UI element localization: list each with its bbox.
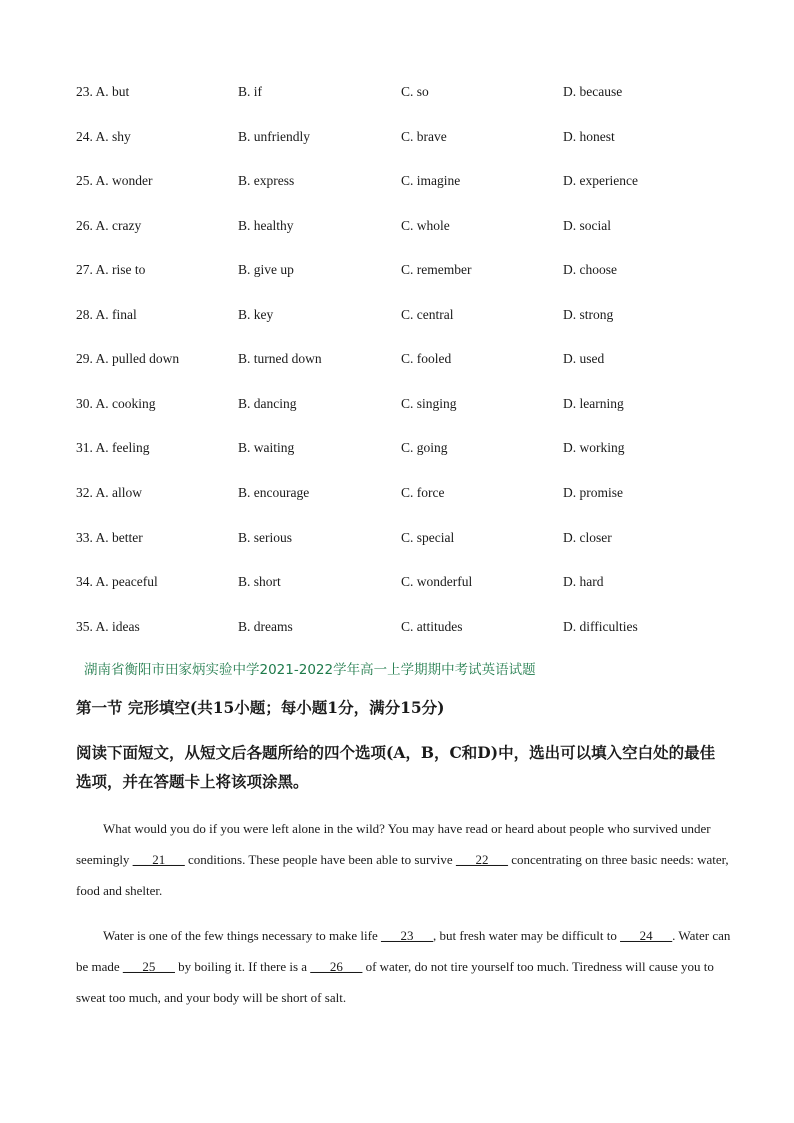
passage-text: , but fresh water may be difficult to [433, 928, 621, 943]
option-row-27 [0, 262, 794, 282]
option-row-23 [0, 84, 794, 104]
option-a [76, 173, 153, 189]
option-a [76, 218, 141, 234]
option-b: B. short [238, 574, 281, 589]
option-row-32 [0, 485, 794, 505]
option-b: B. key [238, 307, 274, 322]
option-a-text: A. better [95, 530, 143, 545]
blank-24: ___24___ [620, 928, 673, 943]
section-title: 第一节 完形填空(共15小题；每小题1分，满分15分) [76, 698, 445, 717]
blank-26: ___26___ [310, 959, 363, 974]
option-row-31 [0, 440, 794, 460]
passage-text: conditions. These people have been able to survive [184, 852, 456, 867]
option-a [76, 307, 137, 323]
option-c: C. fooled [401, 351, 452, 366]
option-a [76, 351, 179, 367]
option-a [76, 396, 156, 412]
option-d: D. choose [563, 262, 617, 277]
option-c: C. imagine [401, 173, 461, 188]
option-a-text: A. ideas [95, 619, 140, 634]
question-number: 35. [76, 619, 93, 634]
option-b: B. express [238, 173, 295, 188]
passage-text: . Water can be made [76, 928, 731, 974]
option-d: D. difficulties [563, 619, 638, 634]
option-c: C. brave [401, 129, 447, 144]
passage-text: of water, do not tire yourself too much. Tiredness will cause you to sweat too much, and your body will be short of salt. [76, 959, 714, 1005]
option-row-30 [0, 396, 794, 416]
option-d: D. working [563, 440, 625, 455]
question-number: 31. [76, 440, 93, 455]
option-row-34 [0, 574, 794, 594]
option-c: C. special [401, 530, 455, 545]
option-b: B. waiting [238, 440, 295, 455]
option-c: C. wonderful [401, 574, 473, 589]
question-number: 26. [76, 218, 93, 233]
question-number: 25. [76, 173, 93, 188]
option-a [76, 262, 145, 278]
passage-text: Water is one of the few things necessary to make life [103, 928, 381, 943]
option-c: C. central [401, 307, 454, 322]
option-b: B. dancing [238, 396, 297, 411]
option-d: D. honest [563, 129, 615, 144]
option-c: C. remember [401, 262, 472, 277]
blank-23: ___23___ [381, 928, 433, 943]
option-c: C. attitudes [401, 619, 463, 634]
option-a-text: A. pulled down [95, 351, 180, 366]
question-number: 29. [76, 351, 93, 366]
option-a-text: A. feeling [95, 440, 150, 455]
option-b: B. unfriendly [238, 129, 310, 144]
option-b: B. encourage [238, 485, 310, 500]
option-b: B. dreams [238, 619, 293, 634]
option-row-26 [0, 218, 794, 238]
option-c: C. so [401, 84, 429, 99]
option-a-text: A. shy [95, 129, 131, 144]
option-b: B. serious [238, 530, 292, 545]
option-d: D. experience [563, 173, 638, 188]
option-a-text: A. allow [95, 485, 143, 500]
option-d: D. promise [563, 485, 623, 500]
option-a [76, 574, 158, 590]
option-a-text: A. wonder [95, 173, 153, 188]
blank-21: ___21___ [132, 852, 185, 867]
passage-paragraph-1 [76, 813, 736, 906]
question-number: 28. [76, 307, 93, 322]
option-a [76, 129, 131, 145]
question-number: 24. [76, 129, 93, 144]
option-row-28 [0, 307, 794, 327]
option-a [76, 530, 143, 546]
option-a-text: A. cooking [95, 396, 156, 411]
option-row-33 [0, 530, 794, 550]
option-a-text: A. but [95, 84, 130, 99]
option-b: B. give up [238, 262, 294, 277]
option-a [76, 485, 142, 501]
option-c: C. going [401, 440, 448, 455]
option-d: D. closer [563, 530, 612, 545]
passage-text: by boiling it. If there is a [174, 959, 311, 974]
option-a [76, 84, 129, 100]
option-a [76, 440, 150, 456]
option-a [76, 619, 140, 635]
option-d: D. learning [563, 396, 624, 411]
option-row-35 [0, 619, 794, 639]
option-c: C. force [401, 485, 445, 500]
option-d: D. hard [563, 574, 604, 589]
question-number: 30. [76, 396, 93, 411]
question-number: 27. [76, 262, 93, 277]
option-a-text: A. final [95, 307, 137, 322]
passage-text: What would you do if you were left alone in the wild? You may have read or heard about people who survived under seemingly [76, 821, 711, 867]
passage-text: concentrating on three basic needs: water, food and shelter. [76, 852, 729, 898]
question-number: 23. [76, 84, 93, 99]
option-b: B. turned down [238, 351, 322, 366]
option-b: B. healthy [238, 218, 294, 233]
question-number: 32. [76, 485, 93, 500]
option-c: C. whole [401, 218, 450, 233]
question-number: 34. [76, 574, 93, 589]
option-d: D. strong [563, 307, 614, 322]
option-d: D. used [563, 351, 605, 366]
option-d: D. because [563, 84, 623, 99]
question-number: 33. [76, 530, 93, 545]
blank-25: ___25___ [122, 959, 175, 974]
option-d: D. social [563, 218, 611, 233]
option-c: C. singing [401, 396, 457, 411]
option-row-29 [0, 351, 794, 371]
option-a-text: A. peaceful [95, 574, 158, 589]
passage-paragraph-2 [76, 920, 736, 1013]
exam-source-title: 湖南省衡阳市田家炳实验中学2021-2022学年高一上学期期中考试英语试题 [84, 662, 536, 678]
option-b: B. if [238, 84, 263, 99]
option-a-text: A. rise to [95, 262, 146, 277]
option-row-24 [0, 129, 794, 149]
blank-22: ___22___ [455, 852, 508, 867]
option-a-text: A. crazy [95, 218, 142, 233]
instructions: 阅读下面短文，从短文后各题所给的四个选项(A，B，C和D)中，选出可以填入空白处的最佳选项，并在答题卡上将该项涂黑。 [76, 743, 716, 791]
option-row-25 [0, 173, 794, 193]
